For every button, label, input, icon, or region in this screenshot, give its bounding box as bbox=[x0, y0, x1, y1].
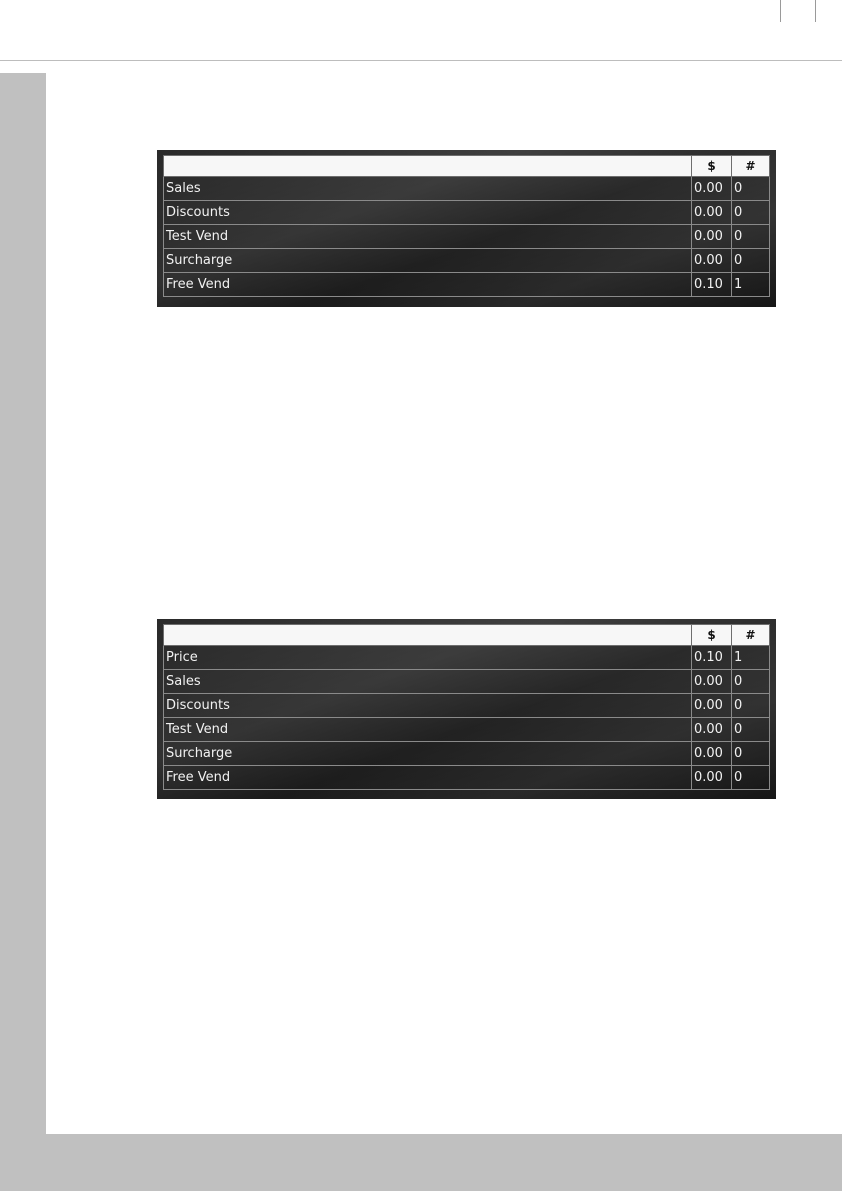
row-label: Surcharge bbox=[164, 742, 692, 766]
row-count: 0 bbox=[732, 177, 770, 201]
footer-bar bbox=[0, 1134, 842, 1191]
amount-column-header: $ bbox=[692, 625, 732, 646]
table-row bbox=[164, 742, 770, 766]
row-count: 1 bbox=[732, 646, 770, 670]
row-count: 0 bbox=[732, 201, 770, 225]
vend-counters-table-1 bbox=[157, 150, 776, 307]
crop-mark bbox=[780, 0, 781, 22]
table-header-row bbox=[164, 625, 770, 646]
count-column-header: # bbox=[732, 625, 770, 646]
row-count: 0 bbox=[732, 225, 770, 249]
row-label: Discounts bbox=[164, 694, 692, 718]
left-margin-bar bbox=[0, 73, 46, 1191]
row-amount: 0.00 bbox=[692, 694, 732, 718]
row-amount: 0.10 bbox=[692, 273, 732, 297]
count-column-header: # bbox=[732, 156, 770, 177]
row-label: Surcharge bbox=[164, 249, 692, 273]
row-amount: 0.10 bbox=[692, 646, 732, 670]
table-row bbox=[164, 225, 770, 249]
label-column-header bbox=[164, 625, 692, 646]
label-column-header bbox=[164, 156, 692, 177]
row-amount: 0.00 bbox=[692, 742, 732, 766]
row-count: 0 bbox=[732, 694, 770, 718]
row-label: Sales bbox=[164, 670, 692, 694]
table-row bbox=[164, 766, 770, 790]
table-row bbox=[164, 249, 770, 273]
row-label: Free Vend bbox=[164, 766, 692, 790]
table-row bbox=[164, 646, 770, 670]
row-count: 0 bbox=[732, 670, 770, 694]
row-label: Test Vend bbox=[164, 225, 692, 249]
table-row bbox=[164, 201, 770, 225]
row-label: Discounts bbox=[164, 201, 692, 225]
row-count: 0 bbox=[732, 766, 770, 790]
row-count: 0 bbox=[732, 742, 770, 766]
row-amount: 0.00 bbox=[692, 249, 732, 273]
table-row bbox=[164, 177, 770, 201]
row-label: Free Vend bbox=[164, 273, 692, 297]
row-amount: 0.00 bbox=[692, 177, 732, 201]
table-row bbox=[164, 694, 770, 718]
table-row bbox=[164, 718, 770, 742]
row-label: Price bbox=[164, 646, 692, 670]
amount-column-header: $ bbox=[692, 156, 732, 177]
table-row bbox=[164, 670, 770, 694]
row-amount: 0.00 bbox=[692, 201, 732, 225]
table-header-row bbox=[164, 156, 770, 177]
row-amount: 0.00 bbox=[692, 225, 732, 249]
row-amount: 0.00 bbox=[692, 766, 732, 790]
row-count: 0 bbox=[732, 718, 770, 742]
row-amount: 0.00 bbox=[692, 718, 732, 742]
row-amount: 0.00 bbox=[692, 670, 732, 694]
row-count: 0 bbox=[732, 249, 770, 273]
row-label: Sales bbox=[164, 177, 692, 201]
crop-mark bbox=[815, 0, 816, 22]
row-label: Test Vend bbox=[164, 718, 692, 742]
vend-counters-table-2 bbox=[157, 619, 776, 799]
row-count: 1 bbox=[732, 273, 770, 297]
table-row bbox=[164, 273, 770, 297]
header-rule bbox=[0, 60, 842, 61]
